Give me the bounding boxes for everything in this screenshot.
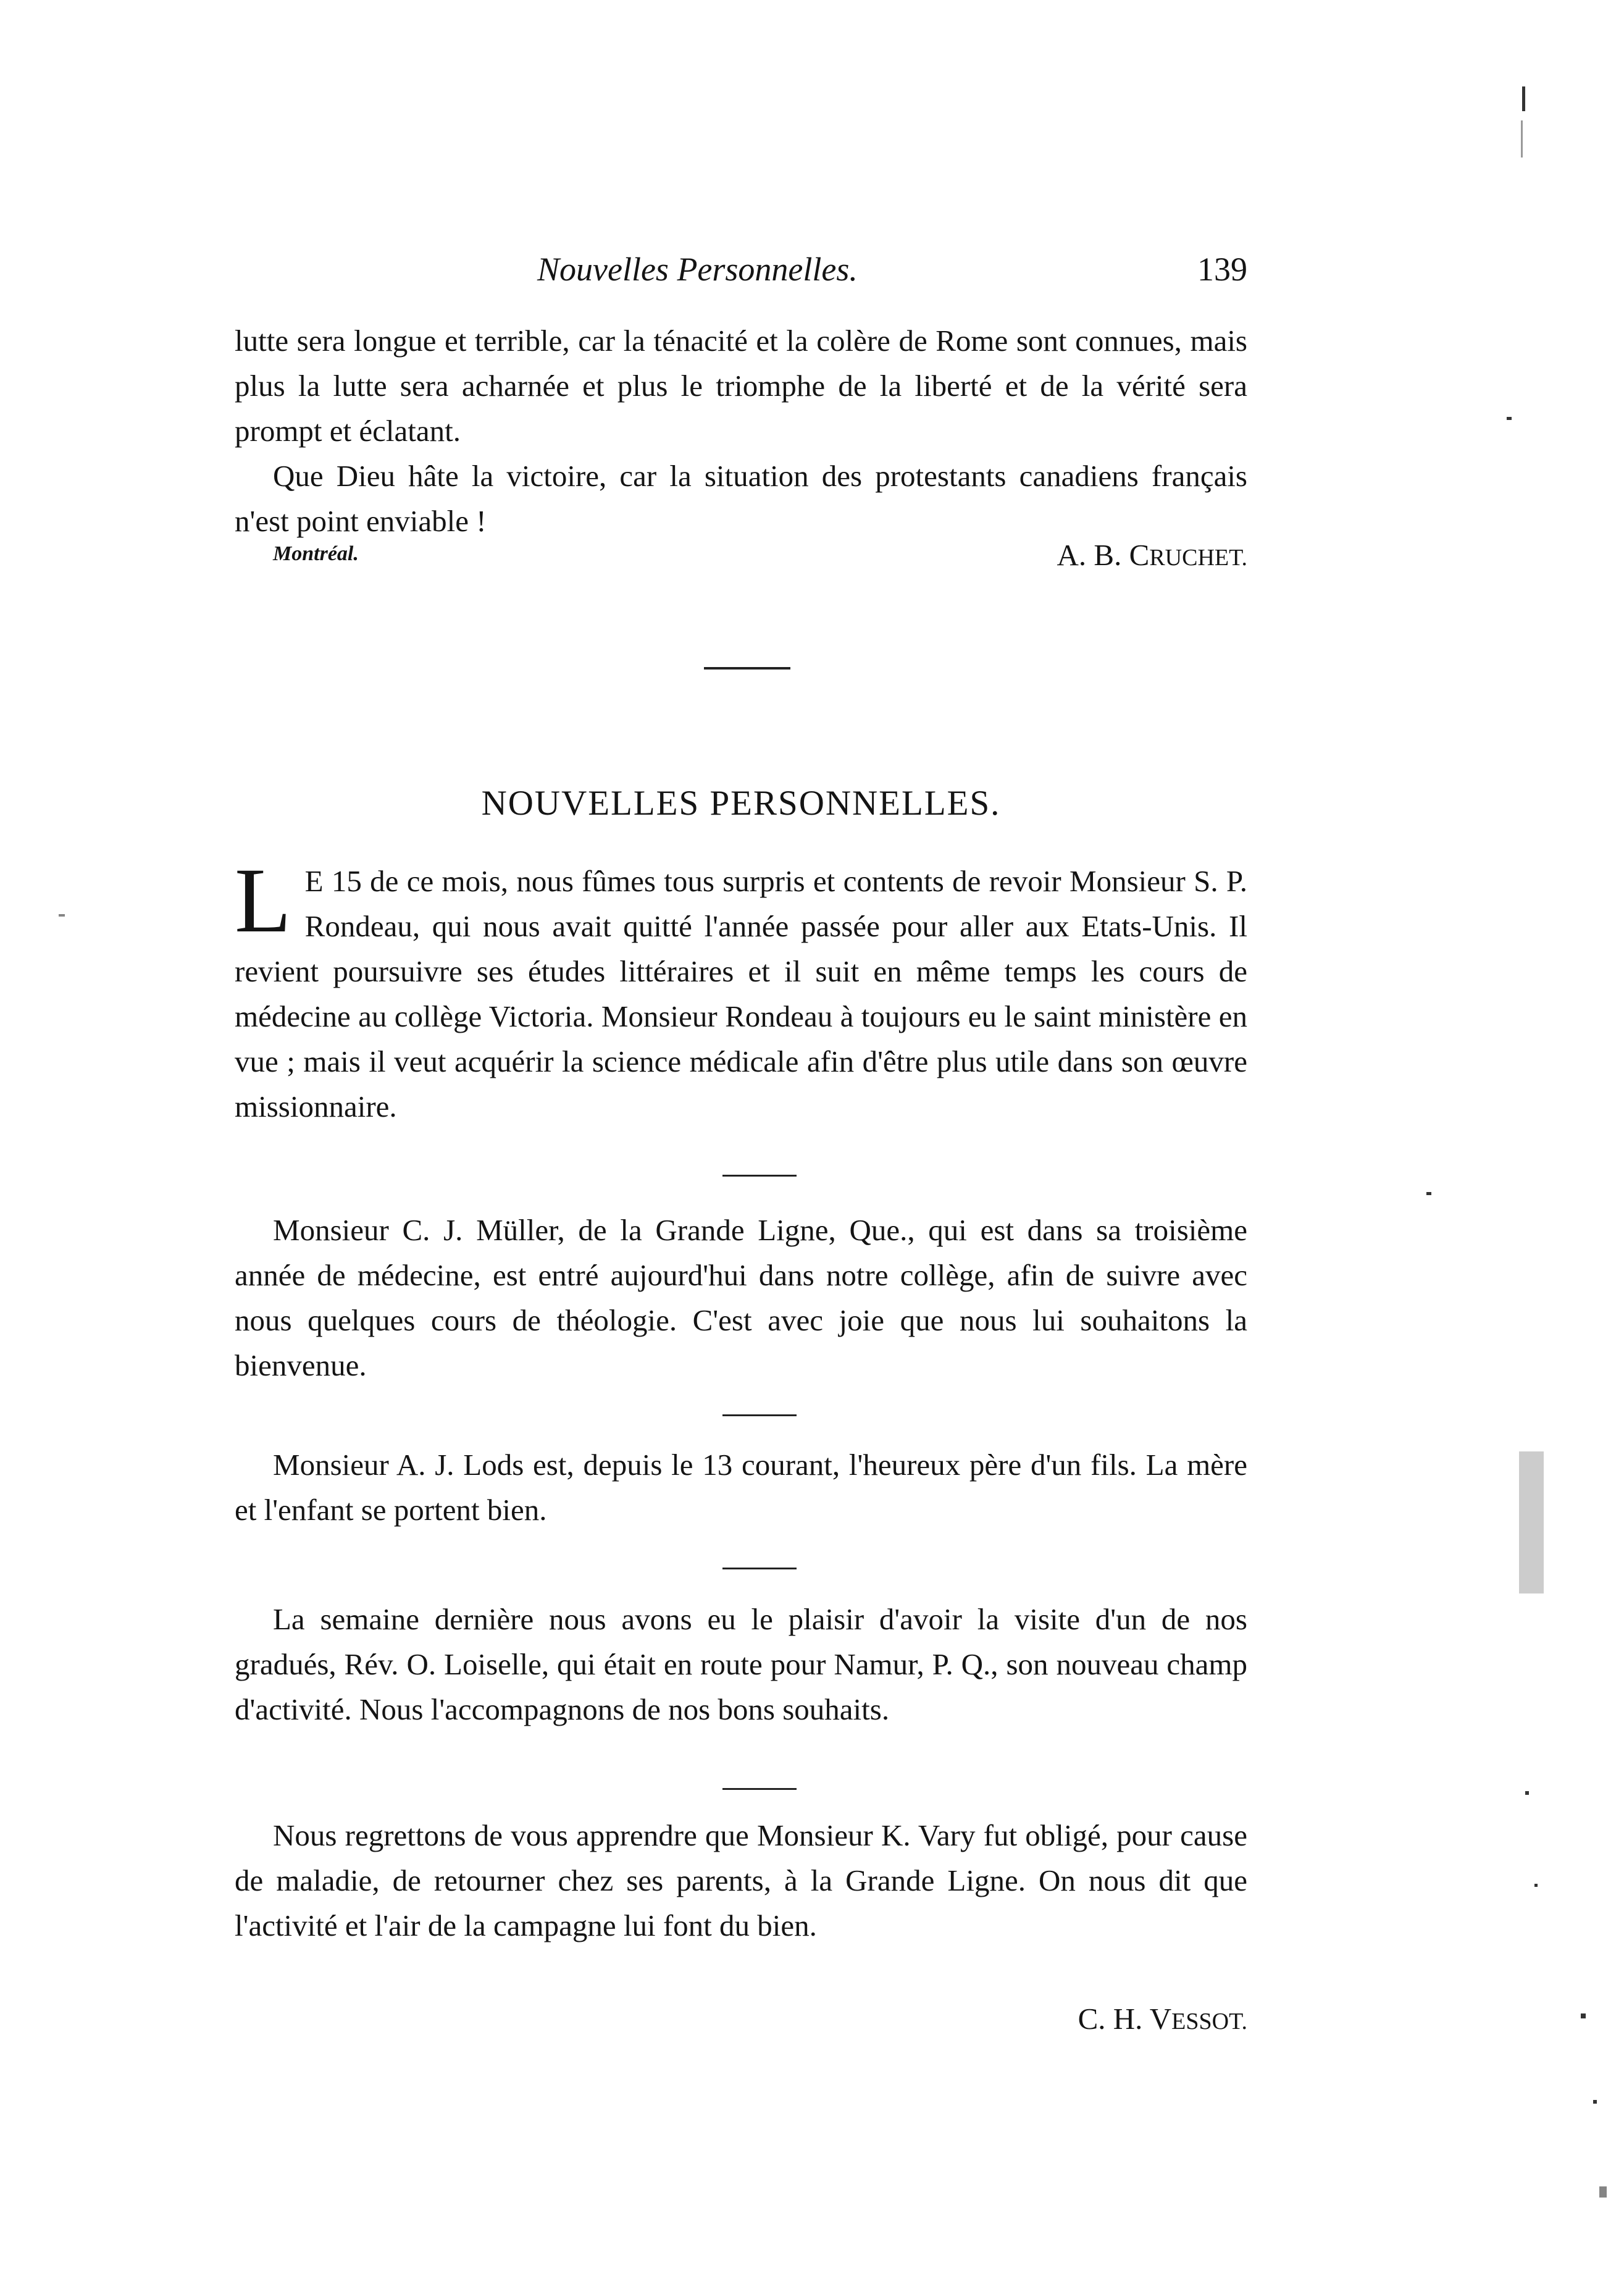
article-author-initials: A. B. C bbox=[1057, 538, 1150, 572]
drop-cap: L bbox=[235, 849, 291, 952]
scan-mark bbox=[1599, 2186, 1607, 2198]
news-item-3 bbox=[235, 1442, 1247, 1532]
article-signature bbox=[235, 537, 1247, 581]
article-paragraph-2: Que Dieu hâte la victoire, car la situation des protestants canadiens français n'est point enviable ! bbox=[235, 459, 1247, 538]
news-item-2 bbox=[235, 1207, 1247, 1388]
news-item-3-text: Monsieur A. J. Lods est, depuis le 13 courant, l'heureux père d'un fils. La mère et l'enfant se portent bien. bbox=[235, 1448, 1247, 1527]
page-header bbox=[235, 250, 1247, 300]
running-title: Nouvelles Personnelles. bbox=[537, 251, 858, 288]
scan-mark bbox=[59, 914, 65, 917]
news-item-5 bbox=[235, 1813, 1247, 1948]
scan-mark bbox=[1426, 1192, 1431, 1195]
scan-mark bbox=[1521, 120, 1523, 157]
scan-mark bbox=[1519, 1451, 1544, 1593]
article-author bbox=[1057, 537, 1247, 573]
scan-mark bbox=[1581, 2013, 1586, 2018]
item-divider-4 bbox=[722, 1788, 797, 1790]
article-paragraph-1: lutte sera longue et terrible, car la ténacité et la colère de Rome sont connues, mais plus la lutte sera acharnée et plus le triomphe de la liberté et de la vérité sera prompt et éclatant. bbox=[235, 324, 1247, 448]
article-ending bbox=[235, 318, 1247, 544]
page-number: 139 bbox=[1197, 251, 1247, 288]
section-author bbox=[1078, 2001, 1247, 2036]
news-item-5-text: Nous regrettons de vous apprendre que Monsieur K. Vary fut obligé, pour cause de maladie, de retourner chez ses parents, à la Grande Ligne. On nous dit que l'activité et l'air de la campagne lui font du bien. bbox=[235, 1818, 1247, 1942]
section-title: NOUVELLES PERSONNELLES. bbox=[481, 784, 1001, 823]
item-divider-1 bbox=[722, 1175, 797, 1177]
news-item-4 bbox=[235, 1597, 1247, 1732]
news-item-1-text: E 15 de ce mois, nous fûmes tous surpris et contents de revoir Monsieur S. P. Rondeau, qui nous avait quitté l'année passée pour aller aux Etats-Unis. Il revient poursuivre ses études littéraires et il suit en même temps les cours de médecine au collège Victoria. Monsieur Rondeau à toujours eu le saint ministère en vue ; mais il veut acquérir la science médicale afin d'être plus utile dans son œuvre missionnaire. bbox=[235, 864, 1247, 1123]
item-divider-3 bbox=[722, 1568, 797, 1569]
scan-mark bbox=[1522, 86, 1525, 111]
section-divider bbox=[704, 667, 790, 670]
news-item-4-text: La semaine dernière nous avons eu le plaisir d'avoir la visite d'un de nos gradués, Rév. O. Loiselle, qui était en route pour Namur, P. Q., son nouveau champ d'activité. Nous l'accompagnons de nos bons souhaits. bbox=[235, 1602, 1247, 1726]
article-author-rest: RUCHET. bbox=[1149, 545, 1247, 571]
scan-mark bbox=[1593, 2100, 1597, 2104]
item-divider-2 bbox=[722, 1414, 797, 1416]
section-author-rest: ESSOT. bbox=[1171, 2009, 1247, 2034]
scan-mark bbox=[1525, 1791, 1529, 1795]
news-item-1 bbox=[235, 849, 1247, 1129]
section-author-initials: C. H. V bbox=[1078, 2002, 1172, 2036]
scan-mark bbox=[1534, 1884, 1538, 1887]
article-place: Montréal. bbox=[273, 542, 359, 565]
scan-mark bbox=[1507, 417, 1512, 420]
section-signature bbox=[235, 2001, 1247, 2044]
news-item-2-text: Monsieur C. J. Müller, de la Grande Ligne, Que., qui est dans sa troisième année de médecine, est entré aujourd'hui dans notre collège, afin de suivre avec nous quelques cours de théologie. C'est avec joie que nous lui souhaitons la bienvenue. bbox=[235, 1213, 1247, 1382]
